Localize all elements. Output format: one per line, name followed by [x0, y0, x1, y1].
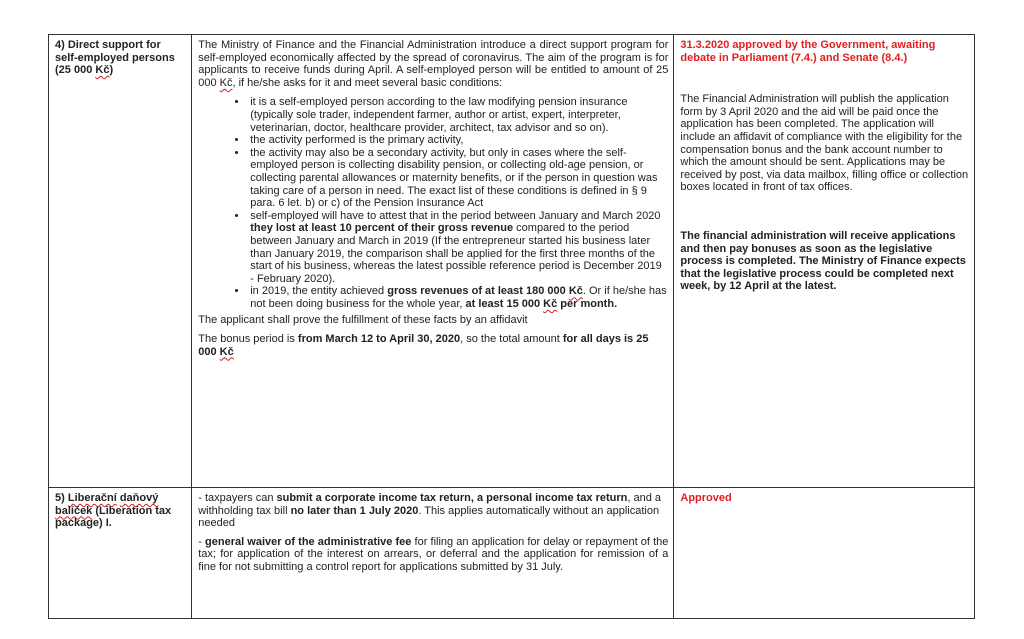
heading-word: Liberační: [67, 492, 117, 504]
para-emphasis: general waiver of the administrative fee: [205, 535, 412, 548]
para-text: -: [198, 535, 206, 548]
item-emphasis: they lost at least 10 percent of their gross revenue: [250, 222, 514, 235]
intro-text-end: , if he/she asks for it and meet several basic conditions:: [232, 76, 503, 89]
intro-paragraph: [198, 39, 668, 89]
measure-status-cell: [674, 488, 975, 619]
currency-text: Kč: [95, 64, 110, 77]
measure-heading-cell: [49, 488, 192, 619]
status-text: 31.3.2020 approved by the Government, awaiting debate in Parliament (7.4.) and Senate (8.4.): [680, 39, 936, 64]
description-paragraph: [198, 536, 668, 574]
heading-word: balíček: [55, 504, 93, 517]
measure-heading-cell: [49, 35, 192, 488]
table-row: [49, 488, 975, 619]
policy-table: [48, 34, 975, 619]
currency-text: Kč: [219, 345, 234, 358]
conditions-list: [198, 96, 668, 310]
period-emphasis: for all days is 25 000: [198, 333, 649, 358]
note-paragraph-bold: The financial administration will receive applications and then pay bonuses as soon as the legislative process is completed. The Ministry of Finance expects that the legislative process could be completed next week, by 12 April at the latest.: [680, 229, 966, 293]
item-emphasis: per month.: [557, 297, 618, 310]
list-item: • it is a self-employed person according to the law modifying pension insurance (typically sole trader, independent farmer, author or artist, expert, interpreter, veterinarian, doctor, healthcare provider, architect, tax advisor and so on).: [248, 96, 668, 134]
period-text: The bonus period is: [198, 333, 298, 346]
measure-description-cell: [192, 35, 674, 488]
list-item: [248, 210, 668, 286]
measure-heading: [55, 39, 186, 77]
note-paragraph: The Financial Administration will publish the application form by 3 April 2020 and the aid will be paid once the application has been completed. The application will include an affidavit of compliance with the eligibility for the compensation bonus and the bank account number to which the amount should be sent. Applications may be received by post, via data mailbox, filling office or collection boxes located in front of tax offices.: [680, 93, 969, 194]
table-row: [49, 35, 975, 488]
item-text: in 2019, the entity achieved: [250, 285, 388, 298]
period-text: , so the total amount: [460, 333, 563, 346]
item-emphasis: at least 15 000: [465, 297, 544, 310]
currency-text: Kč: [543, 297, 558, 310]
para-text: , and a withholding tax bill: [198, 492, 662, 517]
item-text: self-employed will have to attest that in the period between January and March 2020: [250, 209, 661, 222]
affidavit-paragraph: The applicant shall prove the fulfillment of these facts by an affidavit: [198, 314, 528, 327]
para-text: - taxpayers can: [198, 492, 277, 504]
heading-text: 4) Direct support for self-employed persons (25 000: [55, 39, 175, 77]
measure-description-cell: [192, 488, 674, 619]
list-item: [248, 285, 668, 310]
intro-text: The Ministry of Finance and the Financial Administration introduce a direct support program for self-employed economically affected by the spread of coronavirus. The aim of the program is for applicants to receive funds during April. A self-employed person will be entitled to amount of 25 000: [198, 39, 669, 89]
list-item: • the activity may also be a secondary activity, but only in cases where the self-employed person is collecting disability pension, or collecting old-age pension, or collecting parental allowances or maternity benefits, or if the person in question was taking care of a person in need. The exact list of these conditions is defined in § 9 para. 6 let. b) or c) of the Pension Insurance Act: [248, 147, 668, 210]
item-emphasis: gross revenues of at least 180 000: [387, 285, 569, 298]
currency-text: Kč: [219, 76, 233, 89]
heading-suffix: (Liberation tax package) I.: [55, 504, 172, 530]
currency-text: Kč: [568, 285, 583, 298]
heading-suffix: ): [109, 64, 114, 77]
measure-heading: [55, 492, 186, 530]
measure-status-cell: [674, 35, 975, 488]
heading-word: daňový: [119, 492, 159, 504]
status-text: Approved: [680, 492, 732, 504]
para-emphasis: no later than 1 July 2020: [290, 504, 419, 517]
item-text: compared to the period between January and March in 2019 (If the entrepreneur started his business later than January 2019, the comparison shall be applied for the first three months of the start of his business, whereas the latest possible reference period is December 2019 - February 2020).: [250, 222, 662, 285]
period-emphasis: from March 12 to April 30, 2020: [297, 333, 461, 346]
para-emphasis: submit a corporate income tax return, a personal income tax return: [276, 492, 628, 504]
para-text: . This applies automatically without an application needed: [198, 504, 660, 530]
heading-text: 5): [55, 492, 68, 504]
list-item: • the activity performed is the primary activity,: [248, 134, 668, 147]
description-paragraph: [198, 492, 668, 530]
item-text: . Or if he/she has not been doing business for the whole year,: [250, 285, 667, 310]
bonus-period-paragraph: [198, 333, 668, 358]
para-text: for filing an application for delay or repayment of the tax; for application of the interest on arrears, or deferral and the application for remission of a fine for not submitting a control report for applications submitted by 31 July.: [198, 535, 669, 573]
